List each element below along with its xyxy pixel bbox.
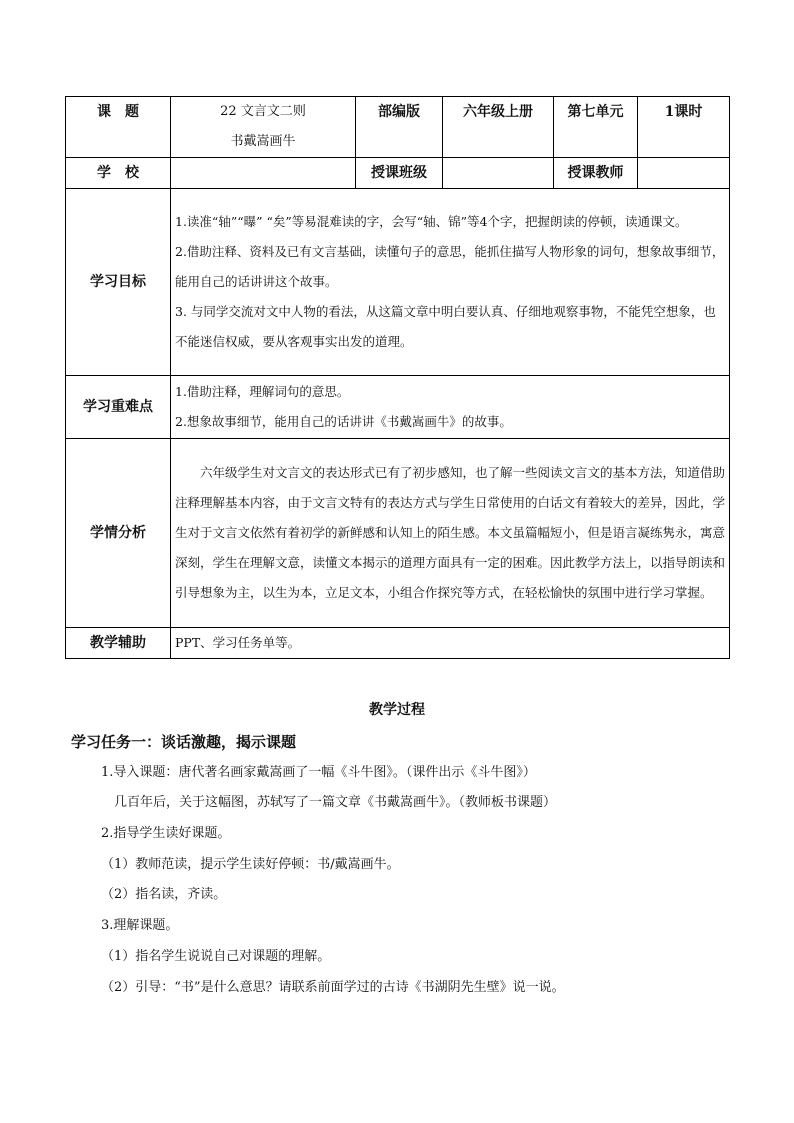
task1-title: 学习任务一：谈话激趣，揭示课题 <box>71 733 297 751</box>
aids-label: 教学辅助 <box>66 628 171 659</box>
header-row <box>66 97 730 158</box>
analysis-text: 六年级学生对文言文的表达形式已有了初步感知，也了解一些阅读文言文的基本方法，知道借助注释理解基本内容，由于文言文特有的表达方式与学生日常使用的白话文有着较大的差异，因此，学生对于文言文依然有着初学的新鲜感和认知上的陌生感。本文虽篇幅短小，但是语言凝练隽永，寓意深刻，学生在理解文意，读懂文本揭示的道理方面具有一定的困难。因此教学方法上，以指导朗读和引导想象为主，以生为本，立足文本，小组合作探究等方式，在轻松愉快的氛围中进行学习掌握。 <box>175 465 726 600</box>
step-line: （1）指名学生说说自己对课题的理解。 <box>101 949 331 964</box>
goal-item: 2.借助注释、资料及已有文言基础，读懂句子的意思，能抓住描写人物形象的词句，想象故事细节，能用自己的话讲讲这个故事。 <box>175 244 725 289</box>
lesson-title-line1: 22 文言文二则 <box>220 104 306 119</box>
lesson-title-line2: 书戴嵩画牛 <box>230 134 296 149</box>
school-label: 学 校 <box>66 158 171 189</box>
goal-item: 3. 与同学交流对文中人物的看法，从这篇文章中明白要认真、仔细地观察事物，不能凭空想象，也不能迷信权威，要从客观事实出发的道理。 <box>175 304 716 349</box>
step-line: （2）指名读，齐读。 <box>101 887 227 902</box>
key-point-item: 2.想象故事细节，能用自己的话讲讲《书戴嵩画牛》的故事。 <box>175 414 512 429</box>
analysis-row <box>66 439 730 628</box>
edition: 部编版 <box>356 97 443 158</box>
step-line: 3.理解课题。 <box>101 918 179 933</box>
step-line: 几百年后，关于这幅图，苏轼写了一篇文章《书戴嵩画牛》。（教师板书课题） <box>114 795 557 810</box>
aids-row <box>66 628 730 659</box>
aids-content: PPT、学习任务单等。 <box>171 628 730 659</box>
step-line: （1）教师范读，提示学生读好停顿：书/戴嵩画牛。 <box>101 857 400 872</box>
lesson-title-cell <box>171 97 356 158</box>
step-line: （2）引导：“书”是什么意思？请联系前面学过的古诗《书湖阴先生壁》说一说。 <box>101 980 565 995</box>
key-points-label: 学习重难点 <box>66 376 171 439</box>
key-points-content <box>171 376 730 439</box>
goals-row <box>66 189 730 376</box>
goal-item: 1.读准“轴”“曝” “矣”等易混难读的字，会写“轴、锦”等4个字，把握朗读的停顿，读通课文。 <box>175 214 688 229</box>
goals-label: 学习目标 <box>66 189 171 376</box>
key-points-row <box>66 376 730 439</box>
goals-content <box>171 189 730 376</box>
class-value <box>443 158 554 189</box>
step-line: 2.指导学生读好课题。 <box>101 826 231 841</box>
school-value <box>171 158 356 189</box>
analysis-content <box>171 439 730 628</box>
grade: 六年级上册 <box>443 97 554 158</box>
analysis-label: 学情分析 <box>66 439 171 628</box>
teacher-value <box>638 158 730 189</box>
topic-label: 课 题 <box>66 97 171 158</box>
lesson-plan-table <box>65 96 730 659</box>
process-title: 教学过程 <box>369 702 425 718</box>
school-row <box>66 158 730 189</box>
step-line: 1.导入课题：唐代著名画家戴嵩画了一幅《斗牛图》。（课件出示《斗牛图》） <box>101 765 536 780</box>
teacher-label: 授课教师 <box>554 158 638 189</box>
key-point-item: 1.借助注释，理解词句的意思。 <box>175 384 350 399</box>
unit: 第七单元 <box>554 97 638 158</box>
periods: 1课时 <box>638 97 730 158</box>
class-label: 授课班级 <box>356 158 443 189</box>
